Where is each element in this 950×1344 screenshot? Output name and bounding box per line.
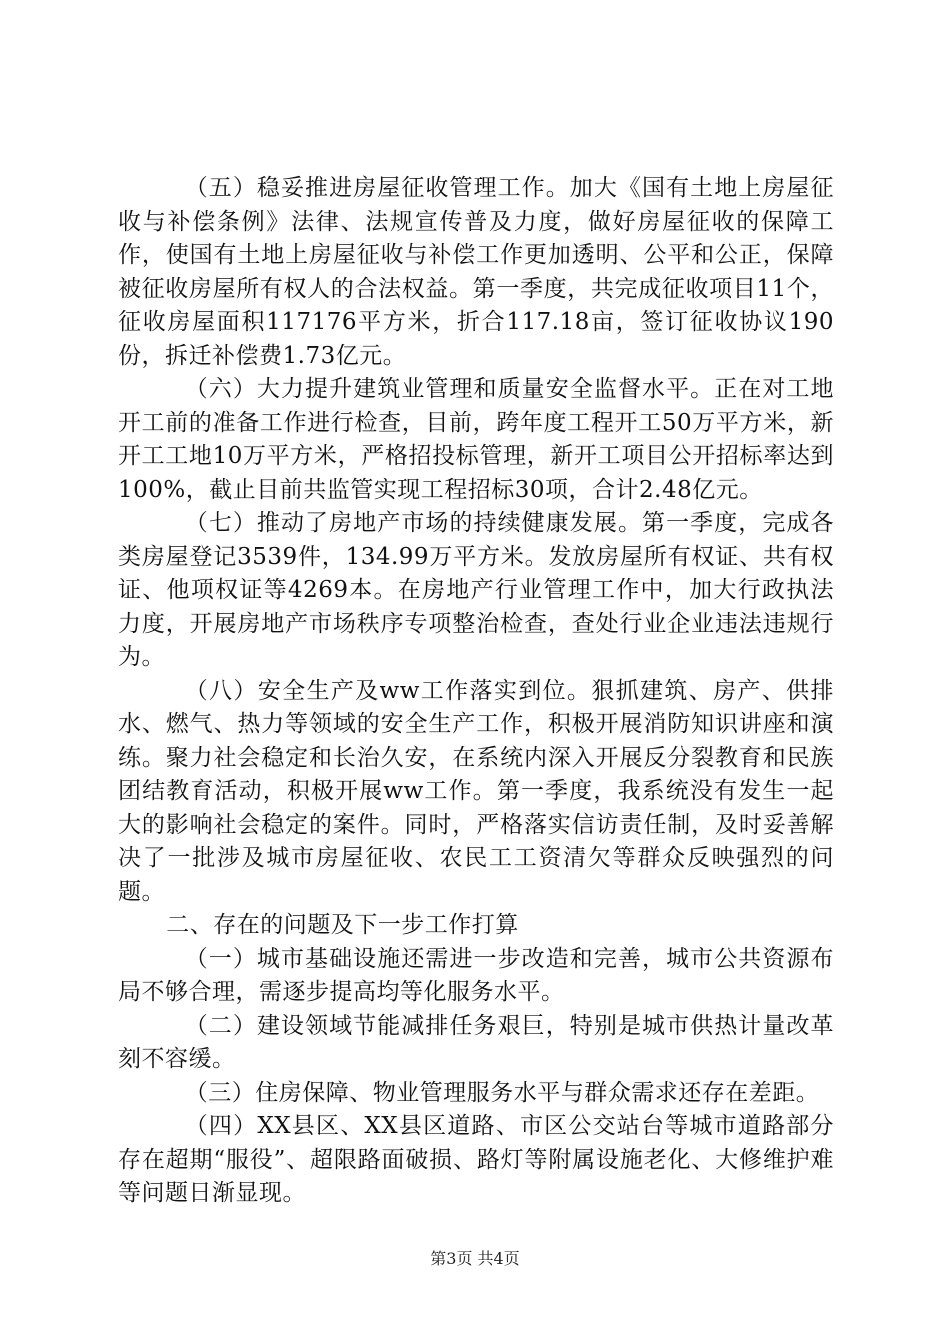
page-number-footer: 第3页 共4页	[430, 1249, 520, 1268]
paragraph-problem-1: （一）城市基础设施还需进一步改造和完善，城市公共资源布局不够合理，需逐步提高均等化服务水平。	[118, 945, 834, 1005]
paragraph-problem-4: （四）XX县区、XX县区道路、市区公交站台等城市道路部分存在超期“服役”、超限路面破损、路灯等附属设施老化、大修维护难等问题日渐显现。	[118, 1113, 834, 1206]
paragraph-problem-2: （二）建设领域节能减排任务艰巨，特别是城市供热计量改革刻不容缓。	[118, 1012, 834, 1072]
paragraph-item-7: （七）推动了房地产市场的持续健康发展。第一季度，完成各类房屋登记3539件，134.99万平方米。发放房屋所有权证、共有权证、他项权证等4269本。在房地产行业管理工作中，加大行政执法力度，开展房地产市场秩序专项整治检查，查处行业企业违法违规行为。	[118, 510, 834, 670]
section-heading-problems: 二、存在的问题及下一步工作打算	[166, 912, 519, 938]
document-body	[118, 172, 834, 1211]
paragraph-item-8: （八）安全生产及ww工作落实到位。狠抓建筑、房产、供排水、燃气、热力等领域的安全生产工作，积极开展消防知识讲座和演练。聚力社会稳定和长治久安，在系统内深入开展反分裂教育和民族团结教育活动，积极开展ww工作。第一季度，我系统没有发生一起大的影响社会稳定的案件。同时，严格落实信访责任制，及时妥善解决了一批涉及城市房屋征收、农民工工资清欠等群众反映强烈的问题。	[118, 677, 834, 905]
paragraph-problem-3: （三）住房保障、物业管理服务水平与群众需求还存在差距。	[184, 1079, 820, 1106]
paragraph-item-5: （五）稳妥推进房屋征收管理工作。加大《国有土地上房屋征收与补偿条例》法律、法规宣传普及力度，做好房屋征收的保障工作，使国有土地上房屋征收与补偿工作更加透明、公平和公正，保障被征收房屋所有权人的合法权益。第一季度，共完成征收项目11个，征收房屋面积117176平方米，折合117.18亩，签订征收协议190份，拆迁补偿费1.73亿元。	[118, 175, 834, 369]
paragraph-item-6: （六）大力提升建筑业管理和质量安全监督水平。正在对工地开工前的准备工作进行检查，目前，跨年度工程开工50万平方米，新开工工地10万平方米，严格招投标管理，新开工项目公开招标率达到100%，截止目前共监管实现工程招标30项，合计2.48亿元。	[118, 376, 834, 503]
